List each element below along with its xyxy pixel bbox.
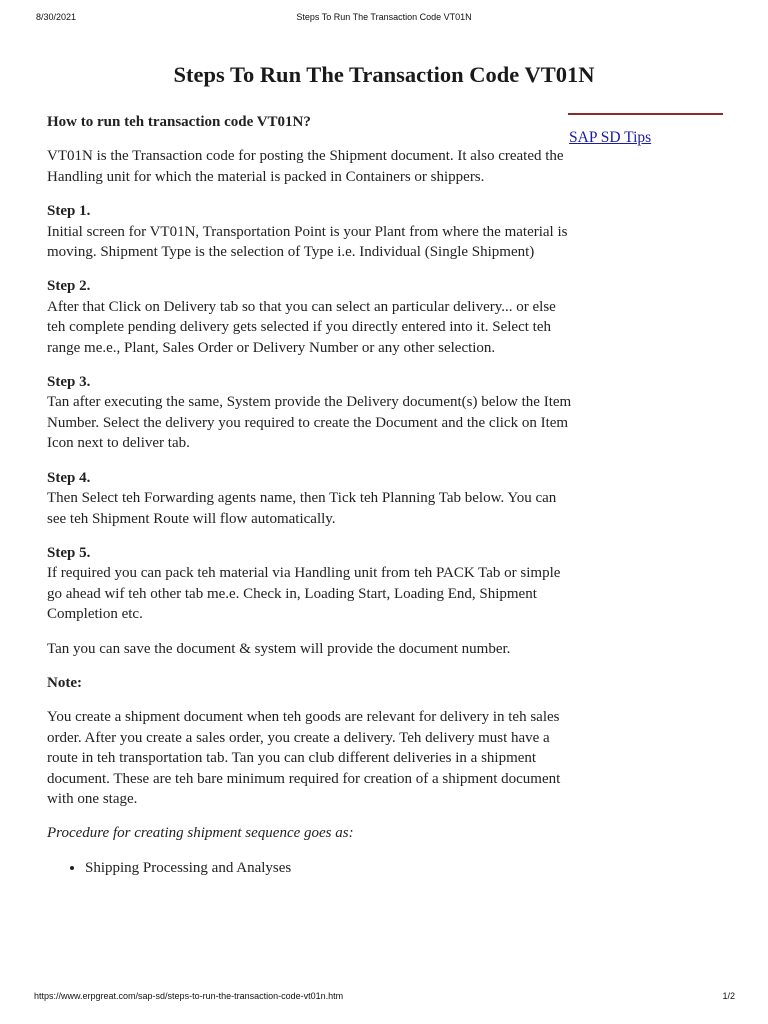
list-item: • Shipping Processing and Analyses bbox=[85, 858, 572, 878]
print-url: https://www.erpgreat.com/sap-sd/steps-to-run-the-transaction-code-vt01n.htm bbox=[34, 991, 344, 1001]
print-date: 8/30/2021 bbox=[36, 12, 77, 22]
step-4 bbox=[47, 468, 572, 529]
article-body bbox=[47, 112, 572, 878]
save-note-paragraph: Tan you can save the document & system will provide the document number. bbox=[47, 640, 511, 657]
print-header-title: Steps To Run The Transaction Code VT01N bbox=[296, 12, 472, 22]
step-1 bbox=[47, 201, 572, 262]
step-2 bbox=[47, 276, 572, 358]
step-title: Step 3. bbox=[47, 374, 91, 391]
page-title: Steps To Run The Transaction Code VT01N bbox=[173, 62, 595, 87]
step-3 bbox=[47, 372, 572, 454]
step-body: If required you can pack teh material via Handling unit from teh PACK Tab or simple go ahead wif teh other tab me.e. Check in, Loading Start, Loading End, Shipment Completion etc. bbox=[47, 565, 561, 623]
sap-sd-tips-link[interactable]: SAP SD Tips bbox=[569, 129, 652, 146]
step-body: Then Select teh Forwarding agents name, then Tick teh Planning Tab below. You can see teh Shipment Route will flow automatically. bbox=[47, 490, 557, 527]
page-number: 1/2 bbox=[722, 991, 735, 1001]
procedure-intro: Procedure for creating shipment sequence goes as: bbox=[47, 825, 354, 842]
step-title: Step 5. bbox=[47, 544, 91, 561]
note-paragraph: You create a shipment document when teh goods are relevant for delivery in teh sales order. After you create a sales order, you create a delivery. Teh delivery must have a route in teh transportation tab. Tan you can club different deliveries in a shipment document. These are teh bare minimum required for creation of a shipment document with one stage. bbox=[47, 709, 561, 807]
step-5 bbox=[47, 543, 572, 625]
sidebar bbox=[568, 113, 723, 147]
article-heading: How to run teh transaction code VT01N? bbox=[47, 114, 311, 130]
print-footer bbox=[0, 991, 768, 1005]
step-body: Initial screen for VT01N, Transportation Point is your Plant from where the material is moving. Shipment Type is the selection of Type i.e. Individual (Single Shipment) bbox=[47, 223, 568, 261]
step-body: Tan after executing the same, System provide the Delivery document(s) below the Item Number. Select the delivery you required to create the Document and the click on Item Icon next to deliver tab. bbox=[47, 394, 572, 452]
step-title: Step 1. bbox=[47, 203, 91, 220]
step-title: Step 2. bbox=[47, 278, 91, 295]
procedure-list bbox=[47, 858, 572, 878]
intro-paragraph: VT01N is the Transaction code for posting the Shipment document. It also created the Handling unit for which the material is packed in Containers or shippers. bbox=[47, 148, 564, 185]
note-title: Note: bbox=[47, 674, 82, 691]
sidebar-divider bbox=[568, 113, 723, 115]
step-title: Step 4. bbox=[47, 469, 91, 486]
print-header bbox=[0, 12, 768, 26]
step-body: After that Click on Delivery tab so that you can select an particular delivery... or else teh complete pending delivery gets selected if you directly entered into it. Select teh range me.e., Plant, Sales Order or Delivery Number or any other selection. bbox=[47, 298, 556, 356]
